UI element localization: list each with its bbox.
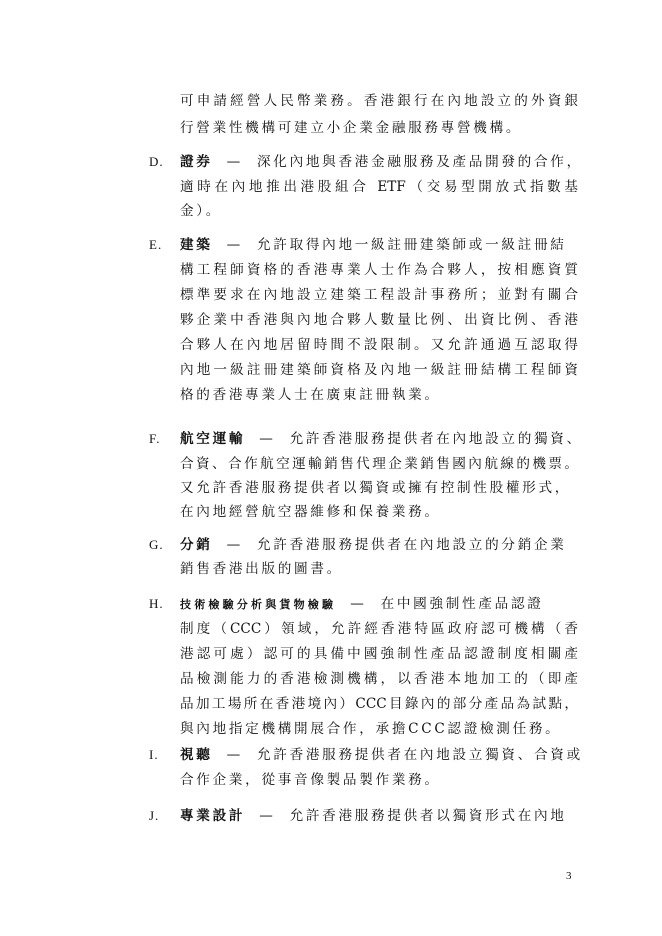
item-marker: G. [149, 537, 164, 552]
text-line: 合作企業，從事音像製品製作業務。 [180, 772, 441, 788]
text-line [180, 744, 583, 766]
text-line: 行營業性機構可建立小企業金融服務專營機構。 [180, 120, 523, 136]
item-heading: 專業設計 [180, 808, 246, 824]
text-line: 在內地經營航空器維修和保養業務。 [180, 504, 441, 520]
item-heading: 建築 [180, 237, 213, 253]
text-line [180, 151, 583, 173]
item-heading: 證券 [180, 154, 213, 170]
text-span: 允許取得內地一級註冊建築師或一級註冊結 [256, 237, 567, 253]
text-span: 允許香港服務提供者在內地設立的獨資、 [289, 431, 583, 447]
item-marker: J. [149, 808, 160, 823]
text-line [180, 428, 583, 450]
em-dash: — [226, 747, 243, 763]
text-line: 合資、合作航空運輸銷售代理企業銷售國內航線的機票。 [180, 456, 578, 472]
text-line: 內地一級註冊建築師資格及內地一級註冊結構工程師資 [180, 362, 578, 378]
text-span: 允許香港服務提供者在內地設立的分銷企業 [256, 537, 567, 553]
em-dash: — [226, 237, 243, 253]
item-marker: D. [149, 154, 164, 169]
em-dash: — [259, 808, 276, 824]
text-line: 合夥人在內地居留時間不設限制。又允許通過互認取得 [180, 337, 578, 353]
item-marker: H. [149, 596, 164, 611]
text-span: 允許香港服務提供者在內地設立獨資、合資或 [256, 747, 583, 763]
text-line: 品加工場所在香港境內）CCC目錄內的部分產品為試點， [180, 696, 578, 712]
text-line: 又允許香港服務提供者以獨資或擁有控制性股權形式， [180, 480, 572, 496]
text-line: 夥企業中香港與內地合夥人數量比例、出資比例、香港 [180, 312, 578, 328]
text-line: 構工程師資格的香港專業人士作為合夥人，按相應資質 [180, 262, 578, 278]
item-marker: E. [149, 237, 163, 252]
text-line: 適時在內地推出港股組合 ETF（交易型開放式指數基 [180, 179, 578, 195]
em-dash: — [350, 596, 367, 612]
text-span: 深化內地與香港金融服務及產品開發的合作， [256, 154, 583, 170]
text-line: 與內地指定機構開展合作，承擔CCC認證檢測任務。 [180, 721, 562, 737]
text-span: 在中國強制性產品認證 [380, 596, 544, 612]
text-line: 港認可處）認可的具備中國強制性產品認證制度相關產 [180, 646, 578, 662]
text-line [180, 593, 578, 615]
text-line: 品檢測能力的香港檢測機構，以香港本地加工的（即產 [180, 671, 578, 687]
text-span: 允許香港服務提供者以獨資形式在內地 [289, 808, 567, 824]
text-line: 可申請經營人民幣業務。香港銀行在內地設立的外資銀 [180, 93, 578, 109]
item-heading: 視聽 [180, 747, 213, 763]
item-marker: F. [149, 431, 161, 446]
em-dash: — [259, 431, 276, 447]
text-line: 格的香港專業人士在廣東註冊執業。 [180, 387, 441, 403]
text-line: 金）。 [180, 203, 223, 219]
text-line [180, 805, 578, 827]
page-number: 3 [566, 870, 572, 882]
item-heading: 航空運輸 [180, 431, 246, 447]
item-heading: 分銷 [180, 537, 213, 553]
em-dash: — [226, 537, 243, 553]
text-line: 制度（CCC）領域，允許經香港特區政府認可機構（香 [180, 621, 578, 637]
text-line: 標準要求在內地設立建築工程設計事務所；並對有關合 [180, 287, 578, 303]
text-line [180, 234, 578, 256]
em-dash: — [226, 154, 243, 170]
item-marker: I. [149, 747, 159, 762]
text-line: 銷售香港出版的圖書。 [180, 561, 343, 577]
text-line [180, 534, 578, 556]
item-heading: 技術檢驗分析與貨物檢驗 [180, 598, 337, 611]
